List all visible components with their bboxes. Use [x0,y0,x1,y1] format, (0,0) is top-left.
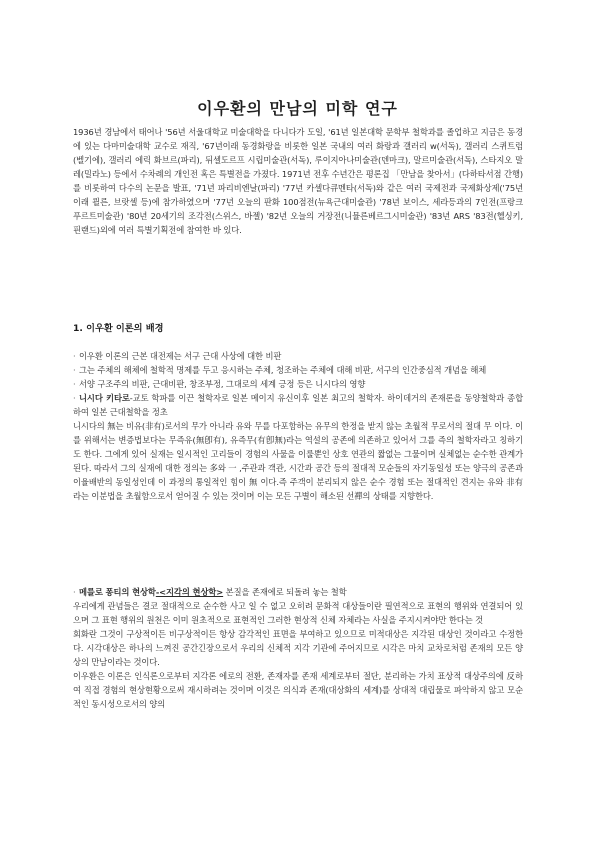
list-item-nishida [73,391,523,419]
intro-paragraph [73,125,523,237]
nishida-detail: 니시다의 無는 비유(非有)로서의 무가 아니라 유와 무를 다포함하는 유무의 한정을 받지 않는 초월적 무로서의 절대 무 이다. 이를 위해서는 변증법보다는 무즉유(無卽有), 유즉무(有卽無)라는 역설의 공존에 의존하고 있어서 그를 즉의 철학자라고 칭하기도 한다. 그에게 있어 실재는 일시적인 고리들이 경험의 사물을 이룰뿐인 상호 연관의 짧없는 그물이며 실체없는 순수한 관계가 된다. 따라서 그의 실재에 대한 정의는 多와 一 ,주관과 객관, 시간과 공간 등의 절대적 모순들의 자기동일성 또는 양극의 공존과 이율배반의 동일성인데 이 과정의 통일적인 힘이 無 이다.즉 주객이 분리되지 않은 순수 경험 또는 절대적인 견지는 유와 非有라는 이분법을 초월함으로서 얻어질 수 있는 것이며 이는 모든 구별이 해소된 선禪의 상태를 지향한다. [73,421,523,501]
intro-text: 1936년 경남에서 태어나 '56년 서울대학교 미술대학을 다니다가 도일, '61년 일본대학 문학부 철학과를 졸업하고 지금은 동경에 있는 다마미술대학 교수로 재직, '67년이래 동경화랑을 비롯한 일본 국내의 여러 화랑과 갤러리 w(서독), 갤러리 스퀴트럼(벨기에), 갤러리 에릭 화브르(파리), 뒤셀도르프 시립미술관(서독), 루이지아나미술관(덴마크), 말르미술관(서독), 스타지오 말레(밀라노) 등에서 수차례의 개인전 혹은 특별전을 가졌다. 1971년 전후 수년간은 평론집 「만남을 찾아서」(다하타서점 간행)를 비롯하여 다수의 논문을 발표, '71년 파리비엔날(파리) '77년 카셀다큐멘타(서독)와 같은 여러 국제전과 국제화상제('75년 이래 쾰른, 브랏셀 등)에 참가하였으며 '77년 오늘의 판화 100점전(뉴욕근대미술관) '78년 보이스, 세라등과의 7인전(프랑크푸르트미술관) '80년 20세기의 조각전(스위스, 바젤) '82년 오늘의 거장전(니뮬른베르그시미술관) '83년 ARS '83전(헬싱키, 핀랜드)외에 여러 특별기획전에 참여한 바 있다. [73,127,523,235]
list-item: · 서양 구조주의 비판, 근대비판, 창조부정, 그대로의 세계 긍정 등은 니시다의 영향 [73,379,366,389]
bullet-marker: · [73,351,76,361]
section-2-paragraph: 우리에게 관념들은 결코 절대적으로 순수한 사고 일 수 없고 오히려 문화적 대상들이란 필연적으로 표현의 행위와 연결되어 있으며 그 표현 행위의 원천은 이미 원초적으로 표현적인 그러한 현상적 신체 자체라는 사실을 주지시켜야만 한다는 것 [73,601,523,625]
section-2-paragraph: 이우환은 이론은 인식론으로부터 지각론 에로의 전환, 존재자를 존재 세계로부터 절단, 분리하는 가치 표상적 대상주의에 反하여 직접 경험의 현상현황으로써 재시하려는 것이며 이것은 의식과 존재(대상화의 세계)를 상대적 대립물로 파악하지 않고 모순적인 동시성으로서의 양의 [73,671,523,709]
merleau-ponty-title: 메를로 퐁티의 현상학 [79,587,156,597]
section-1-heading: 1. 이우환 이론의 배경 [73,323,164,334]
bullet-marker: · [73,587,76,597]
bullet-marker: · [73,379,76,389]
nishida-label: 니시다 키타로 [79,393,130,403]
nishida-text: -교토 학파를 이끈 철학자로 일본 메이지 유신이후 일본 최고의 철학자. 하이데거의 존재론을 동양철학과 종합하여 일본 근대철학을 정초 [73,393,523,417]
bullet-marker: · [73,365,76,375]
list-item: · 이우환 이론의 근본 대전제는 서구 근대 사상에 대한 비판 [73,351,282,361]
merleau-ponty-summary: 본질을 존재에로 되돌려 놓는 철학 [223,587,347,597]
section-2 [73,585,523,711]
merleau-ponty-book: -<지각의 현상학> [155,587,224,597]
bullet-marker: · [73,393,76,403]
section-1-list [73,349,523,503]
list-item: · 그는 주체의 해체에 철학적 명제를 두고 응시하는 주체, 청조하는 주체에 대해 비판, 서구의 인간중심적 개념을 해체 [73,365,487,375]
document-title: 이우환의 만남의 미학 연구 [197,99,398,118]
merleau-ponty-lead [73,585,523,599]
section-2-paragraph: 회화란 그것이 구상적이든 비구상적이든 항상 감각적인 표면을 부여하고 있으므로 미적대상은 지각된 대상인 것이라고 수정한다. 시각대상은 하나의 느껴진 공간긴장으로서 우리의 신체적 지각 기관에 주어지므로 시각은 마치 교차로처럼 존재의 모든 양상의 만남이라는 것이다. [73,629,523,667]
